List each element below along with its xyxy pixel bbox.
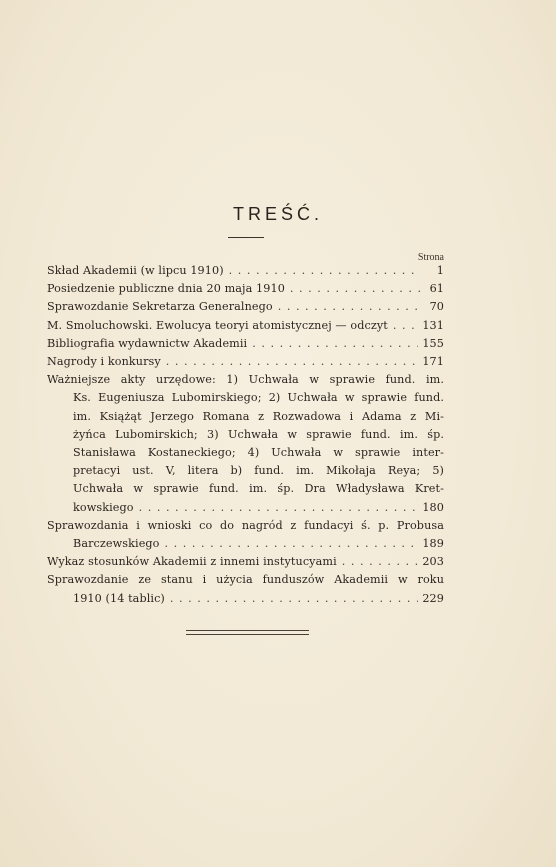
toc-entry-last-line (47, 590, 444, 608)
dot-leader (139, 499, 419, 517)
dot-leader (278, 298, 420, 316)
end-double-rule-bottom (186, 634, 309, 635)
toc-entry-line: Ks. Eugeniusza Lubomirskiego; 2) Uchwała w sprawie fund. (73, 391, 444, 405)
toc-entry-title: Skład Akademii (w lipcu 1910) (47, 264, 224, 277)
toc-entry-line: im. Książąt Jerzego Romana z Rozwadowa i Adama z Mi- (73, 409, 444, 423)
toc-entry-title: Sprawozdanie Sekretarza Generalnego (47, 300, 273, 314)
toc-entry-line: Ważniejsze akty urzędowe: 1) Uchwała w sprawie fund. im. (47, 373, 444, 387)
toc-entry-page: 229 (422, 591, 444, 605)
toc-entry-multiline[interactable] (47, 517, 444, 553)
dot-leader (252, 335, 418, 353)
dot-leader (166, 353, 419, 371)
toc-entry[interactable] (47, 280, 444, 298)
toc-entry-line: Uchwała w sprawie fund. im. śp. Dra Władysława Kret- (73, 482, 444, 496)
toc-entry-multiline[interactable] (47, 371, 444, 517)
toc-entry-page: 61 (429, 282, 444, 296)
toc-entry-page: 189 (422, 537, 444, 551)
toc-entry-title: 1910 (14 tablic) (73, 591, 165, 605)
toc-entry-page: 180 (422, 500, 444, 514)
toc-entry-line: Stanisława Kostaneckiego; 4) Uchwała w sprawie inter- (73, 446, 444, 460)
table-of-contents (47, 262, 444, 608)
toc-entry-line: Sprawozdanie ze stanu i użycia funduszów Akademii w roku (47, 573, 444, 587)
dot-leader (229, 262, 420, 280)
toc-entry-page: 155 (422, 336, 444, 350)
toc-entry[interactable] (47, 553, 444, 571)
toc-entry-title: kowskiego (73, 500, 134, 514)
dot-leader (393, 317, 418, 335)
toc-entry-page: 70 (429, 300, 444, 314)
page-title: TREŚĆ. (232, 204, 323, 224)
toc-entry[interactable] (47, 335, 444, 353)
toc-entry[interactable] (47, 298, 444, 316)
toc-entry-title: Bibliografia wydawnictw Akademii (47, 336, 248, 350)
toc-entry-page: 171 (422, 355, 444, 369)
toc-entry-line: pretacyi ust. V, litera b) fund. im. Mikołaja Reya; 5) (73, 464, 444, 478)
toc-entry-page: 1 (436, 264, 444, 277)
toc-entry[interactable] (47, 353, 444, 371)
dot-leader (342, 553, 419, 571)
toc-entry[interactable] (47, 262, 444, 280)
toc-entry-title: Barczewskiego (73, 537, 160, 551)
toc-entry-title: M. Smoluchowski. Ewolucya teoryi atomistycznej — odczyt (47, 318, 388, 332)
toc-entry-multiline[interactable] (47, 571, 444, 607)
toc-entry-title: Posiedzenie publiczne dnia 20 maja 1910 (47, 282, 285, 296)
toc-entry-line: żyńca Lubomirskich; 3) Uchwała w sprawie fund. im. śp. (73, 427, 444, 441)
dot-leader (165, 535, 419, 553)
toc-entry-last-line (47, 499, 444, 517)
page-column-header: Strona (417, 252, 444, 263)
toc-entry-page: 203 (422, 555, 444, 569)
toc-entry-title: Wykaz stosunków Akademii z innemi instytucyami (47, 555, 337, 569)
toc-entry-line: Sprawozdania i wnioski co do nagród z fundacyi ś. p. Probusa (47, 518, 444, 532)
toc-entry-last-line (47, 535, 444, 553)
toc-entry[interactable] (47, 317, 444, 335)
toc-entry-title: Nagrody i konkursy (47, 355, 161, 369)
end-double-rule-top (186, 630, 309, 631)
toc-entry-page: 131 (422, 318, 444, 332)
dot-leader (170, 590, 418, 608)
title-underline (228, 237, 264, 238)
dot-leader (290, 280, 420, 298)
